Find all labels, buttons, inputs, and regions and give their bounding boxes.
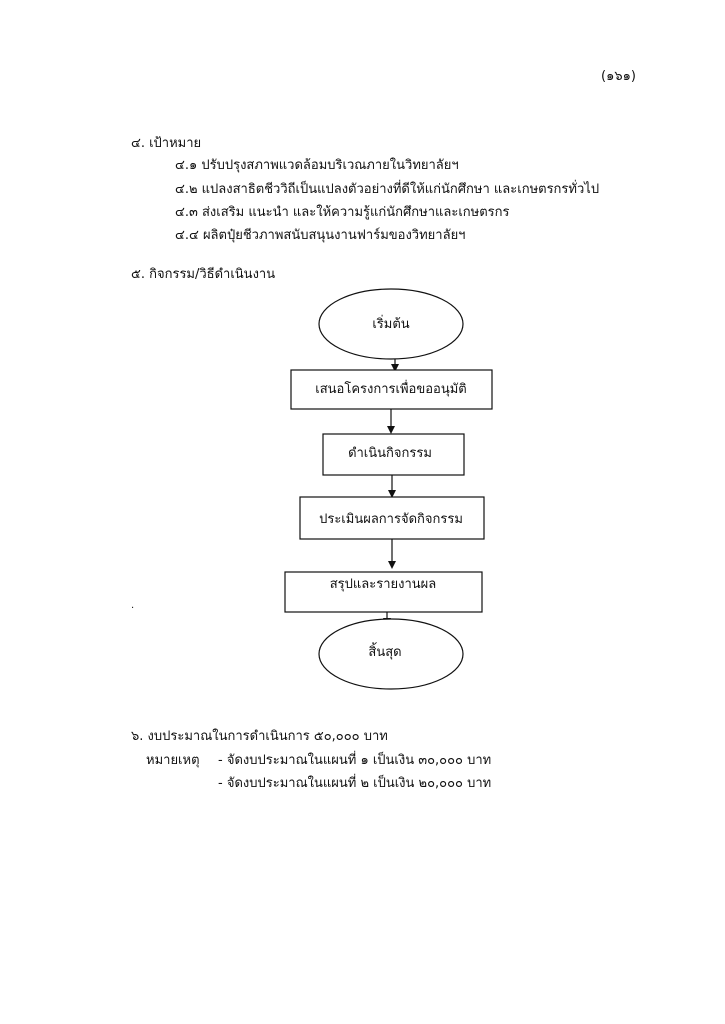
end-label: สิ้นสุด: [368, 645, 402, 660]
process-label: ดำเนินกิจกรรม: [348, 446, 432, 461]
process-label: เสนอโครงการเพื่อขออนุมัติ: [315, 382, 467, 397]
section-6-heading: ๖. งบประมาณในการดำเนินการ ๕๐,๐๐๐ บาท: [131, 729, 388, 744]
budget-note: - จัดงบประมาณในแผนที่ ๒ เป็นเงิน ๒๐,๐๐๐ บาท: [218, 776, 492, 791]
stray-mark: .: [131, 600, 135, 611]
process-label: สรุปและรายงานผล: [329, 577, 437, 592]
budget-note: - จัดงบประมาณในแผนที่ ๑ เป็นเงิน ๓๐,๐๐๐ บาท: [218, 753, 492, 768]
process-label: ประเมินผลการจัดกิจกรรม: [319, 512, 463, 527]
goal-item: ๔.๔ ผลิตปุ๋ยชีวภาพสนับสนุนงานฟาร์มของวิทยาลัยฯ: [175, 228, 466, 243]
goal-item: ๔.๒ แปลงสาธิตชีววิถีเป็นแปลงตัวอย่างที่ดีให้แก่นักศึกษา และเกษตรกรทั่วไป: [175, 182, 600, 197]
start-label: เริ่มต้น: [372, 317, 410, 332]
section-5-heading: ๕. กิจกรรม/วิธีดำเนินงาน: [131, 267, 276, 282]
section-4-heading: ๔. เป้าหมาย: [131, 136, 202, 151]
goal-item: ๔.๑ ปรับปรุงสภาพแวดล้อมบริเวณภายในวิทยาลัยฯ: [175, 158, 459, 173]
goal-item: ๔.๓ ส่งเสริม แนะนำ และให้ความรู้แก่นักศึกษาและเกษตรกร: [175, 205, 510, 220]
note-label: หมายเหตุ: [146, 753, 200, 768]
page-number: (๑๖๑): [601, 69, 636, 84]
